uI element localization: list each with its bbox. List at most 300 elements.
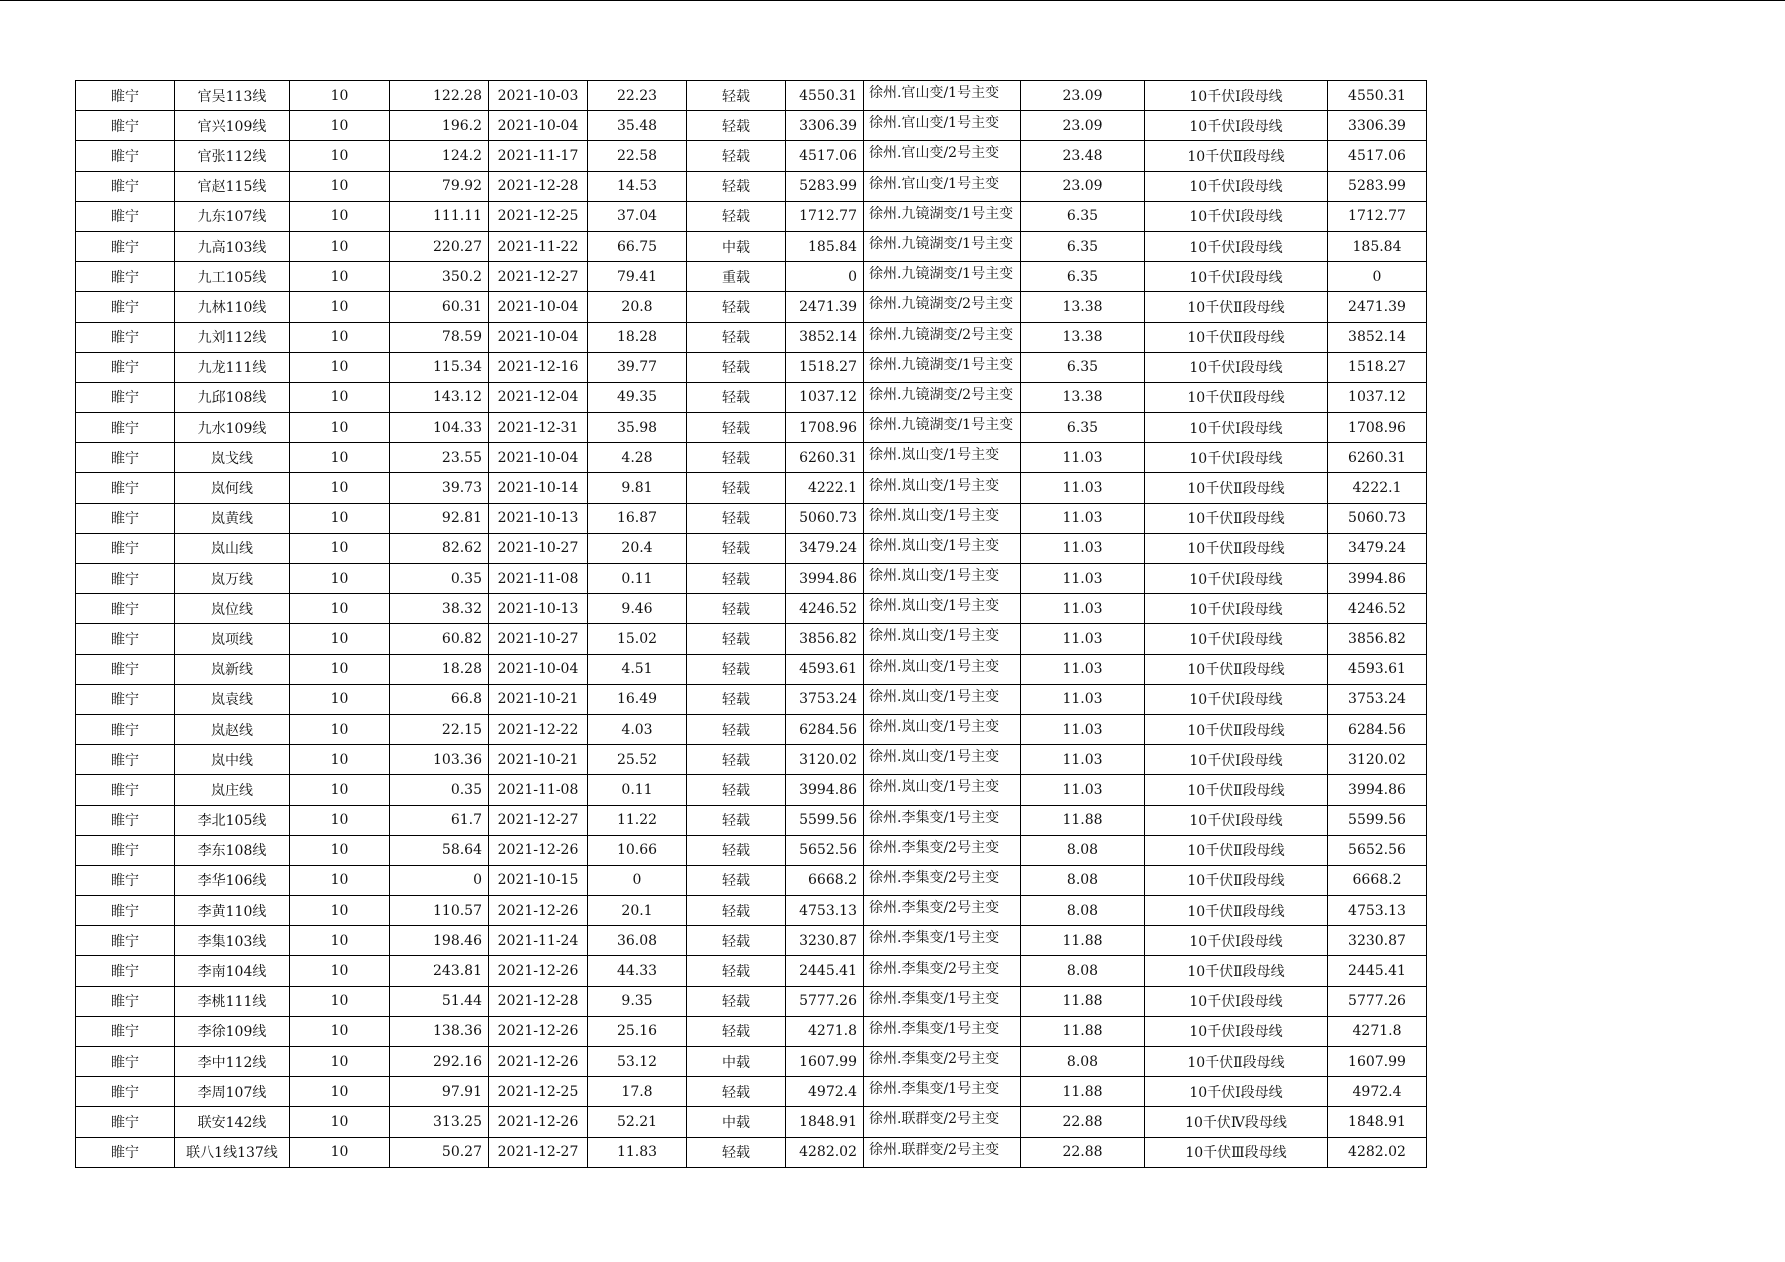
bus-section-cell: 10千伏Ⅰ段母线 [1145, 1077, 1328, 1107]
load-value-cell: 22.15 [390, 714, 489, 744]
substation-transformer-text: 徐州.李集变/2号主变 [869, 869, 1000, 886]
load-rate-cell: 39.77 [588, 352, 687, 382]
county-cell: 睢宁 [76, 564, 175, 594]
county-cell: 睢宁 [76, 1137, 175, 1167]
transformer-rate-cell: 11.03 [1021, 654, 1145, 684]
load-value-cell: 115.34 [390, 352, 489, 382]
bus-capacity-cell: 5652.56 [1328, 835, 1427, 865]
available-capacity-cell: 3230.87 [786, 926, 864, 956]
bus-section-cell: 10千伏Ⅱ段母线 [1145, 322, 1328, 352]
load-value-cell: 92.81 [390, 503, 489, 533]
table-row [76, 473, 1427, 503]
load-rate-cell: 35.48 [588, 111, 687, 141]
feeder-name-cell: 李桃111线 [175, 986, 290, 1016]
transformer-rate-cell: 11.03 [1021, 594, 1145, 624]
transformer-rate-cell: 22.88 [1021, 1137, 1145, 1167]
date-cell: 2021-11-08 [489, 775, 588, 805]
feeder-name-cell: 李东108线 [175, 835, 290, 865]
substation-transformer-cell [864, 835, 1021, 865]
table-row [76, 714, 1427, 744]
bus-section-cell: 10千伏Ⅰ段母线 [1145, 111, 1328, 141]
feeder-name-cell: 岚中线 [175, 745, 290, 775]
bus-capacity-cell: 3479.24 [1328, 533, 1427, 563]
county-cell: 睢宁 [76, 352, 175, 382]
voltage-cell: 10 [290, 171, 390, 201]
available-capacity-cell: 5777.26 [786, 986, 864, 1016]
feeder-name-cell: 岚赵线 [175, 714, 290, 744]
feeder-name-cell: 九高103线 [175, 231, 290, 261]
bus-capacity-cell: 3306.39 [1328, 111, 1427, 141]
load-value-cell: 138.36 [390, 1016, 489, 1046]
load-status-cell: 轻载 [687, 835, 786, 865]
available-capacity-cell: 4753.13 [786, 896, 864, 926]
substation-transformer-cell [864, 382, 1021, 412]
load-status-cell: 轻载 [687, 413, 786, 443]
voltage-cell: 10 [290, 443, 390, 473]
table-row [76, 171, 1427, 201]
load-status-cell: 轻载 [687, 111, 786, 141]
bus-capacity-cell: 5283.99 [1328, 171, 1427, 201]
load-rate-cell: 44.33 [588, 956, 687, 986]
voltage-cell: 10 [290, 503, 390, 533]
load-value-cell: 122.28 [390, 81, 489, 111]
date-cell: 2021-10-14 [489, 473, 588, 503]
available-capacity-cell: 1607.99 [786, 1047, 864, 1077]
table-body [76, 81, 1427, 1168]
date-cell: 2021-10-15 [489, 865, 588, 895]
load-value-cell: 103.36 [390, 745, 489, 775]
county-cell: 睢宁 [76, 1047, 175, 1077]
bus-section-cell: 10千伏Ⅱ段母线 [1145, 865, 1328, 895]
table-row [76, 443, 1427, 473]
county-cell: 睢宁 [76, 533, 175, 563]
table-row [76, 1047, 1427, 1077]
load-rate-cell: 9.81 [588, 473, 687, 503]
load-status-cell: 中载 [687, 1047, 786, 1077]
bus-section-cell: 10千伏Ⅱ段母线 [1145, 141, 1328, 171]
substation-transformer-cell [864, 322, 1021, 352]
substation-transformer-cell [864, 473, 1021, 503]
table-row [76, 926, 1427, 956]
table-row [76, 594, 1427, 624]
date-cell: 2021-11-24 [489, 926, 588, 956]
bus-section-cell: 10千伏Ⅰ段母线 [1145, 805, 1328, 835]
date-cell: 2021-12-27 [489, 262, 588, 292]
date-cell: 2021-10-27 [489, 533, 588, 563]
county-cell: 睢宁 [76, 141, 175, 171]
table-row [76, 986, 1427, 1016]
available-capacity-cell: 4246.52 [786, 594, 864, 624]
load-rate-cell: 11.83 [588, 1137, 687, 1167]
bus-capacity-cell: 1848.91 [1328, 1107, 1427, 1137]
bus-section-cell: 10千伏Ⅰ段母线 [1145, 986, 1328, 1016]
feeder-load-table [75, 80, 1427, 1168]
load-status-cell: 轻载 [687, 201, 786, 231]
date-cell: 2021-10-03 [489, 81, 588, 111]
load-rate-cell: 9.35 [588, 986, 687, 1016]
bus-capacity-cell: 3994.86 [1328, 564, 1427, 594]
substation-transformer-text: 徐州.九镜湖变/1号主变 [869, 417, 1014, 434]
substation-transformer-cell [864, 926, 1021, 956]
bus-section-cell: 10千伏Ⅱ段母线 [1145, 956, 1328, 986]
county-cell: 睢宁 [76, 594, 175, 624]
bus-capacity-cell: 2471.39 [1328, 292, 1427, 322]
available-capacity-cell: 4282.02 [786, 1137, 864, 1167]
date-cell: 2021-12-28 [489, 171, 588, 201]
load-status-cell: 轻载 [687, 745, 786, 775]
substation-transformer-cell [864, 81, 1021, 111]
table-row [76, 805, 1427, 835]
load-status-cell: 轻载 [687, 684, 786, 714]
load-rate-cell: 11.22 [588, 805, 687, 835]
transformer-rate-cell: 11.03 [1021, 533, 1145, 563]
substation-transformer-text: 徐州.九镜湖变/1号主变 [869, 356, 1014, 373]
load-status-cell: 轻载 [687, 322, 786, 352]
county-cell: 睢宁 [76, 1107, 175, 1137]
load-value-cell: 198.46 [390, 926, 489, 956]
substation-transformer-cell [864, 171, 1021, 201]
load-value-cell: 51.44 [390, 986, 489, 1016]
load-status-cell: 中载 [687, 231, 786, 261]
county-cell: 睢宁 [76, 231, 175, 261]
bus-capacity-cell: 6260.31 [1328, 443, 1427, 473]
county-cell: 睢宁 [76, 1077, 175, 1107]
load-status-cell: 轻载 [687, 986, 786, 1016]
substation-transformer-cell [864, 654, 1021, 684]
date-cell: 2021-12-25 [489, 201, 588, 231]
county-cell: 睢宁 [76, 111, 175, 141]
voltage-cell: 10 [290, 745, 390, 775]
bus-section-cell: 10千伏Ⅲ段母线 [1145, 1137, 1328, 1167]
load-rate-cell: 79.41 [588, 262, 687, 292]
substation-transformer-text: 徐州.官山变/2号主变 [869, 145, 1000, 162]
bus-capacity-cell: 4593.61 [1328, 654, 1427, 684]
bus-capacity-cell: 185.84 [1328, 231, 1427, 261]
available-capacity-cell: 0 [786, 262, 864, 292]
load-rate-cell: 4.03 [588, 714, 687, 744]
available-capacity-cell: 4972.4 [786, 1077, 864, 1107]
available-capacity-cell: 4593.61 [786, 654, 864, 684]
substation-transformer-cell [864, 533, 1021, 563]
available-capacity-cell: 4550.31 [786, 81, 864, 111]
substation-transformer-text: 徐州.岚山变/1号主变 [869, 779, 1000, 796]
load-rate-cell: 10.66 [588, 835, 687, 865]
bus-section-cell: 10千伏Ⅰ段母线 [1145, 81, 1328, 111]
date-cell: 2021-10-04 [489, 111, 588, 141]
feeder-name-cell: 李南104线 [175, 956, 290, 986]
voltage-cell: 10 [290, 81, 390, 111]
date-cell: 2021-12-27 [489, 1137, 588, 1167]
county-cell: 睢宁 [76, 171, 175, 201]
feeder-name-cell: 官赵115线 [175, 171, 290, 201]
voltage-cell: 10 [290, 352, 390, 382]
table-row [76, 865, 1427, 895]
load-rate-cell: 37.04 [588, 201, 687, 231]
voltage-cell: 10 [290, 986, 390, 1016]
substation-transformer-cell [864, 503, 1021, 533]
load-status-cell: 轻载 [687, 594, 786, 624]
bus-section-cell: 10千伏Ⅰ段母线 [1145, 745, 1328, 775]
load-status-cell: 轻载 [687, 805, 786, 835]
county-cell: 睢宁 [76, 926, 175, 956]
available-capacity-cell: 6284.56 [786, 714, 864, 744]
bus-section-cell: 10千伏Ⅰ段母线 [1145, 443, 1328, 473]
feeder-name-cell: 岚黄线 [175, 503, 290, 533]
load-rate-cell: 15.02 [588, 624, 687, 654]
feeder-name-cell: 联安142线 [175, 1107, 290, 1137]
load-rate-cell: 14.53 [588, 171, 687, 201]
transformer-rate-cell: 13.38 [1021, 382, 1145, 412]
table-row [76, 322, 1427, 352]
available-capacity-cell: 1708.96 [786, 413, 864, 443]
load-value-cell: 0.35 [390, 564, 489, 594]
bus-section-cell: 10千伏Ⅰ段母线 [1145, 262, 1328, 292]
load-rate-cell: 0 [588, 865, 687, 895]
transformer-rate-cell: 6.35 [1021, 231, 1145, 261]
bus-section-cell: 10千伏Ⅱ段母线 [1145, 896, 1328, 926]
bus-section-cell: 10千伏Ⅱ段母线 [1145, 382, 1328, 412]
voltage-cell: 10 [290, 1077, 390, 1107]
substation-transformer-cell [864, 262, 1021, 292]
feeder-name-cell: 岚戈线 [175, 443, 290, 473]
feeder-name-cell: 官吴113线 [175, 81, 290, 111]
county-cell: 睢宁 [76, 986, 175, 1016]
load-status-cell: 轻载 [687, 896, 786, 926]
transformer-rate-cell: 8.08 [1021, 865, 1145, 895]
transformer-rate-cell: 11.03 [1021, 624, 1145, 654]
load-rate-cell: 49.35 [588, 382, 687, 412]
load-value-cell: 23.55 [390, 443, 489, 473]
bus-capacity-cell: 4222.1 [1328, 473, 1427, 503]
substation-transformer-text: 徐州.岚山变/1号主变 [869, 477, 1000, 494]
bus-section-cell: 10千伏Ⅱ段母线 [1145, 292, 1328, 322]
bus-capacity-cell: 3856.82 [1328, 624, 1427, 654]
load-rate-cell: 9.46 [588, 594, 687, 624]
load-status-cell: 轻载 [687, 865, 786, 895]
bus-capacity-cell: 3120.02 [1328, 745, 1427, 775]
substation-transformer-cell [864, 1077, 1021, 1107]
county-cell: 睢宁 [76, 835, 175, 865]
bus-section-cell: 10千伏Ⅰ段母线 [1145, 231, 1328, 261]
county-cell: 睢宁 [76, 745, 175, 775]
substation-transformer-cell [864, 896, 1021, 926]
available-capacity-cell: 3479.24 [786, 533, 864, 563]
table-row [76, 956, 1427, 986]
bus-section-cell: 10千伏Ⅳ段母线 [1145, 1107, 1328, 1137]
load-value-cell: 60.31 [390, 292, 489, 322]
feeder-name-cell: 岚何线 [175, 473, 290, 503]
feeder-name-cell: 岚新线 [175, 654, 290, 684]
transformer-rate-cell: 23.09 [1021, 171, 1145, 201]
substation-transformer-text: 徐州.李集变/1号主变 [869, 990, 1000, 1007]
available-capacity-cell: 4517.06 [786, 141, 864, 171]
load-value-cell: 97.91 [390, 1077, 489, 1107]
substation-transformer-cell [864, 413, 1021, 443]
date-cell: 2021-12-26 [489, 1047, 588, 1077]
bus-capacity-cell: 4972.4 [1328, 1077, 1427, 1107]
bus-capacity-cell: 3994.86 [1328, 775, 1427, 805]
substation-transformer-cell [864, 564, 1021, 594]
available-capacity-cell: 3306.39 [786, 111, 864, 141]
county-cell: 睢宁 [76, 1016, 175, 1046]
transformer-rate-cell: 11.03 [1021, 503, 1145, 533]
load-status-cell: 轻载 [687, 1077, 786, 1107]
voltage-cell: 10 [290, 473, 390, 503]
load-status-cell: 轻载 [687, 141, 786, 171]
voltage-cell: 10 [290, 956, 390, 986]
date-cell: 2021-12-31 [489, 413, 588, 443]
substation-transformer-text: 徐州.岚山变/1号主变 [869, 628, 1000, 645]
load-rate-cell: 20.8 [588, 292, 687, 322]
substation-transformer-text: 徐州.九镜湖变/1号主变 [869, 266, 1014, 283]
load-value-cell: 243.81 [390, 956, 489, 986]
load-status-cell: 轻载 [687, 714, 786, 744]
table-row [76, 835, 1427, 865]
substation-transformer-cell [864, 684, 1021, 714]
bus-capacity-cell: 2445.41 [1328, 956, 1427, 986]
transformer-rate-cell: 8.08 [1021, 956, 1145, 986]
bus-section-cell: 10千伏Ⅰ段母线 [1145, 413, 1328, 443]
load-rate-cell: 20.4 [588, 533, 687, 563]
bus-section-cell: 10千伏Ⅰ段母线 [1145, 594, 1328, 624]
load-status-cell: 轻载 [687, 1137, 786, 1167]
transformer-rate-cell: 11.03 [1021, 684, 1145, 714]
bus-section-cell: 10千伏Ⅱ段母线 [1145, 473, 1328, 503]
bus-capacity-cell: 6284.56 [1328, 714, 1427, 744]
substation-transformer-text: 徐州.岚山变/1号主变 [869, 598, 1000, 615]
feeder-name-cell: 李中112线 [175, 1047, 290, 1077]
date-cell: 2021-10-21 [489, 745, 588, 775]
transformer-rate-cell: 11.88 [1021, 805, 1145, 835]
load-rate-cell: 18.28 [588, 322, 687, 352]
available-capacity-cell: 3753.24 [786, 684, 864, 714]
available-capacity-cell: 1848.91 [786, 1107, 864, 1137]
substation-transformer-cell [864, 986, 1021, 1016]
load-rate-cell: 35.98 [588, 413, 687, 443]
voltage-cell: 10 [290, 1047, 390, 1077]
bus-section-cell: 10千伏Ⅰ段母线 [1145, 201, 1328, 231]
substation-transformer-text: 徐州.李集变/1号主变 [869, 1020, 1000, 1037]
transformer-rate-cell: 11.03 [1021, 564, 1145, 594]
bus-capacity-cell: 5777.26 [1328, 986, 1427, 1016]
table-row [76, 352, 1427, 382]
transformer-rate-cell: 8.08 [1021, 835, 1145, 865]
substation-transformer-cell [864, 1107, 1021, 1137]
substation-transformer-cell [864, 1137, 1021, 1167]
table-row [76, 111, 1427, 141]
substation-transformer-text: 徐州.官山变/1号主变 [869, 115, 1000, 132]
feeder-name-cell: 岚山线 [175, 533, 290, 563]
load-status-cell: 轻载 [687, 443, 786, 473]
load-rate-cell: 0.11 [588, 775, 687, 805]
feeder-name-cell: 九刘112线 [175, 322, 290, 352]
date-cell: 2021-11-22 [489, 231, 588, 261]
substation-transformer-cell [864, 865, 1021, 895]
bus-capacity-cell: 4517.06 [1328, 141, 1427, 171]
county-cell: 睢宁 [76, 896, 175, 926]
feeder-name-cell: 李周107线 [175, 1077, 290, 1107]
feeder-name-cell: 李集103线 [175, 926, 290, 956]
county-cell: 睢宁 [76, 201, 175, 231]
substation-transformer-cell [864, 141, 1021, 171]
substation-transformer-cell [864, 111, 1021, 141]
transformer-rate-cell: 23.09 [1021, 81, 1145, 111]
load-value-cell: 196.2 [390, 111, 489, 141]
bus-section-cell: 10千伏Ⅰ段母线 [1145, 624, 1328, 654]
load-status-cell: 轻载 [687, 1016, 786, 1046]
substation-transformer-cell [864, 1047, 1021, 1077]
feeder-name-cell: 岚袁线 [175, 684, 290, 714]
county-cell: 睢宁 [76, 292, 175, 322]
substation-transformer-cell [864, 594, 1021, 624]
load-status-cell: 轻载 [687, 292, 786, 322]
available-capacity-cell: 1712.77 [786, 201, 864, 231]
load-status-cell: 轻载 [687, 473, 786, 503]
voltage-cell: 10 [290, 594, 390, 624]
transformer-rate-cell: 11.88 [1021, 986, 1145, 1016]
bus-capacity-cell: 6668.2 [1328, 865, 1427, 895]
voltage-cell: 10 [290, 714, 390, 744]
available-capacity-cell: 3852.14 [786, 322, 864, 352]
voltage-cell: 10 [290, 926, 390, 956]
substation-transformer-cell [864, 292, 1021, 322]
feeder-name-cell: 九林110线 [175, 292, 290, 322]
load-status-cell: 轻载 [687, 352, 786, 382]
available-capacity-cell: 1037.12 [786, 382, 864, 412]
date-cell: 2021-12-26 [489, 835, 588, 865]
load-status-cell: 中载 [687, 1107, 786, 1137]
county-cell: 睢宁 [76, 956, 175, 986]
load-value-cell: 66.8 [390, 684, 489, 714]
bus-section-cell: 10千伏Ⅱ段母线 [1145, 533, 1328, 563]
transformer-rate-cell: 6.35 [1021, 201, 1145, 231]
load-value-cell: 60.82 [390, 624, 489, 654]
available-capacity-cell: 4271.8 [786, 1016, 864, 1046]
available-capacity-cell: 1518.27 [786, 352, 864, 382]
load-status-cell: 轻载 [687, 81, 786, 111]
bus-section-cell: 10千伏Ⅱ段母线 [1145, 1047, 1328, 1077]
date-cell: 2021-12-26 [489, 1107, 588, 1137]
date-cell: 2021-12-27 [489, 805, 588, 835]
substation-transformer-cell [864, 775, 1021, 805]
load-value-cell: 0 [390, 865, 489, 895]
available-capacity-cell: 3994.86 [786, 564, 864, 594]
feeder-name-cell: 岚庄线 [175, 775, 290, 805]
page-top-rule [0, 0, 1785, 1]
feeder-name-cell: 李华106线 [175, 865, 290, 895]
bus-capacity-cell: 1708.96 [1328, 413, 1427, 443]
voltage-cell: 10 [290, 1107, 390, 1137]
load-status-cell: 轻载 [687, 775, 786, 805]
substation-transformer-text: 徐州.岚山变/1号主变 [869, 568, 1000, 585]
table-row [76, 896, 1427, 926]
voltage-cell: 10 [290, 684, 390, 714]
substation-transformer-text: 徐州.李集变/1号主变 [869, 1081, 1000, 1098]
date-cell: 2021-12-26 [489, 956, 588, 986]
table-row [76, 1107, 1427, 1137]
bus-capacity-cell: 5599.56 [1328, 805, 1427, 835]
transformer-rate-cell: 23.09 [1021, 111, 1145, 141]
bus-section-cell: 10千伏Ⅰ段母线 [1145, 926, 1328, 956]
load-rate-cell: 25.52 [588, 745, 687, 775]
county-cell: 睢宁 [76, 805, 175, 835]
load-value-cell: 104.33 [390, 413, 489, 443]
transformer-rate-cell: 11.03 [1021, 473, 1145, 503]
county-cell: 睢宁 [76, 654, 175, 684]
voltage-cell: 10 [290, 896, 390, 926]
bus-section-cell: 10千伏Ⅰ段母线 [1145, 352, 1328, 382]
feeder-name-cell: 李北105线 [175, 805, 290, 835]
